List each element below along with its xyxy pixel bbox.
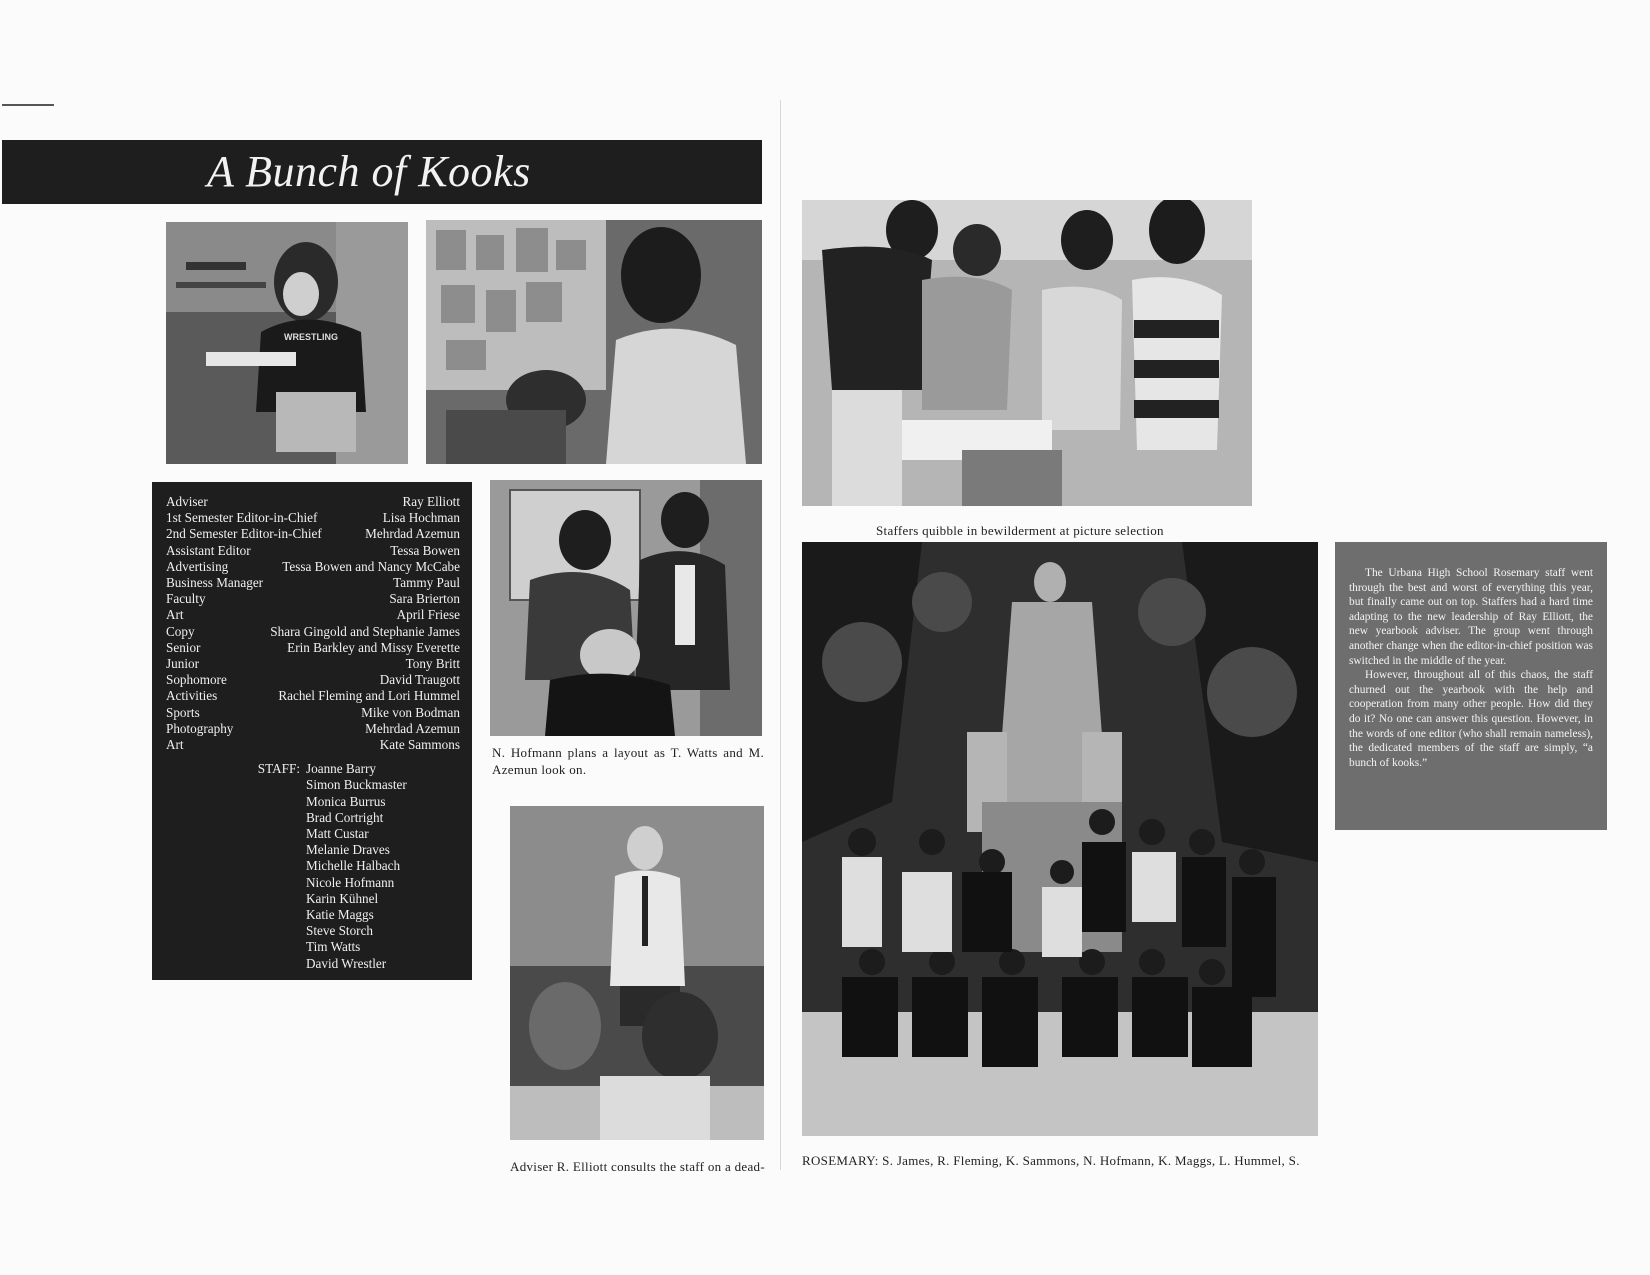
masthead-role: Senior bbox=[166, 639, 201, 655]
masthead-row bbox=[166, 656, 460, 672]
masthead-role: Sports bbox=[166, 704, 200, 720]
masthead-row bbox=[166, 640, 460, 656]
masthead-name: Mike von Bodman bbox=[361, 704, 460, 720]
masthead-name: Erin Barkley and Missy Everette bbox=[287, 639, 460, 655]
photo-staffers-quibble bbox=[802, 200, 1252, 506]
masthead-row bbox=[166, 705, 460, 721]
masthead-role: Junior bbox=[166, 656, 199, 672]
staff-member: Tim Watts bbox=[306, 939, 361, 955]
staff-member: Monica Burrus bbox=[306, 793, 386, 809]
caption-group: ROSEMARY: S. James, R. Fleming, K. Sammons, N. Hofmann, K. Maggs, L. Hummel, S. bbox=[802, 1153, 1300, 1168]
staff-masthead bbox=[152, 482, 472, 980]
masthead-role: Faculty bbox=[166, 591, 206, 607]
masthead-row bbox=[166, 510, 460, 526]
masthead-name: Lisa Hochman bbox=[382, 510, 460, 526]
masthead-name: April Friese bbox=[396, 607, 460, 623]
masthead-row bbox=[166, 624, 460, 640]
masthead-row bbox=[166, 721, 460, 737]
story-paragraph-2: However, throughout all of this chaos, the staff churned out the yearbook with the help and cooperation from many other people. How did they do it? No one can answer this question. However, in the words of one editor (who shall remain nameless), the dedicated members of the staff are simply, “a bunch of kooks.” bbox=[1349, 669, 1593, 769]
masthead-row bbox=[166, 688, 460, 704]
masthead-list bbox=[166, 494, 460, 753]
masthead-row bbox=[166, 575, 460, 591]
staff-member: David Wrestler bbox=[306, 955, 387, 971]
photo-group-statue bbox=[802, 542, 1318, 1136]
masthead-role: 2nd Semester Editor-in-Chief bbox=[166, 526, 322, 542]
masthead-name: Mehrdad Azemun bbox=[365, 720, 460, 736]
staff-member: Joanne Barry bbox=[306, 761, 376, 777]
top-rule bbox=[2, 104, 54, 106]
masthead-role: Copy bbox=[166, 623, 195, 639]
staff-member: Michelle Halbach bbox=[306, 858, 401, 874]
masthead-row bbox=[166, 737, 460, 753]
staff-member: Simon Buckmaster bbox=[306, 777, 407, 793]
story-paragraph-1: The Urbana High School Rosemary staff went through the best and worst of everything this year, but finally came out on top. Staffers had a hard time adapting to the new leadership of Ray Elliott, the new yearbook adviser. The group went through another change when the editor-in-chief position was switched in the middle of the year. bbox=[1349, 567, 1593, 667]
photo-students-at-wall bbox=[426, 220, 762, 464]
staff-member: Melanie Draves bbox=[306, 842, 390, 858]
masthead-role: Activities bbox=[166, 688, 218, 704]
staff-roster bbox=[166, 761, 460, 972]
staff-member: Karin Kühnel bbox=[306, 890, 379, 906]
masthead-name: Ray Elliott bbox=[402, 494, 460, 509]
photo-student-writing bbox=[166, 222, 408, 464]
masthead-row bbox=[166, 607, 460, 623]
masthead-name: Tony Britt bbox=[405, 656, 460, 672]
caption-adviser: Adviser R. Elliott consults the staff on a dead- bbox=[510, 1159, 765, 1174]
caption-layout: N. Hofmann plans a layout as T. Watts and M. Azemun look on. bbox=[492, 745, 764, 777]
staff-names bbox=[306, 761, 407, 972]
staff-label: STAFF: bbox=[257, 761, 300, 777]
masthead-row bbox=[166, 672, 460, 688]
masthead-row bbox=[166, 591, 460, 607]
masthead-name: Tessa Bowen and Nancy McCabe bbox=[282, 558, 460, 574]
masthead-name: Sara Brierton bbox=[389, 591, 460, 607]
staff-member: Brad Cortright bbox=[306, 809, 384, 825]
title-banner bbox=[2, 140, 762, 204]
masthead-role: Adviser bbox=[166, 494, 208, 509]
masthead-role: Business Manager bbox=[166, 575, 264, 591]
masthead-role: Assistant Editor bbox=[166, 542, 251, 558]
masthead-role: Art bbox=[166, 737, 184, 753]
staff-member: Nicole Hofmann bbox=[306, 874, 395, 890]
masthead-role: Art bbox=[166, 607, 184, 623]
story-box bbox=[1335, 542, 1607, 830]
staff-member: Steve Storch bbox=[306, 923, 374, 939]
masthead-name: Rachel Fleming and Lori Hummel bbox=[278, 688, 460, 704]
page-gutter bbox=[780, 100, 781, 1170]
masthead-row bbox=[166, 526, 460, 542]
masthead-name: Tessa Bowen bbox=[390, 542, 460, 558]
photo-adviser-consults bbox=[510, 806, 764, 1140]
masthead-role: 1st Semester Editor-in-Chief bbox=[166, 510, 318, 526]
masthead-name: Shara Gingold and Stephanie James bbox=[270, 623, 460, 639]
masthead-row bbox=[166, 559, 460, 575]
masthead-name: Kate Sammons bbox=[379, 737, 460, 753]
masthead-role: Photography bbox=[166, 720, 234, 736]
caption-quibble: Staffers quibble in bewilderment at picture selection bbox=[876, 523, 1164, 538]
sweatshirt-text: WRESTLING bbox=[284, 332, 338, 342]
masthead-name: David Traugott bbox=[379, 672, 460, 688]
masthead-row bbox=[166, 494, 460, 510]
staff-member: Matt Custar bbox=[306, 826, 369, 842]
masthead-row bbox=[166, 543, 460, 559]
masthead-name: Mehrdad Azemun bbox=[365, 526, 460, 542]
page-title: A Bunch of Kooks bbox=[207, 147, 531, 196]
masthead-role: Sophomore bbox=[166, 672, 227, 688]
staff-member: Katie Maggs bbox=[306, 907, 374, 923]
masthead-role: Advertising bbox=[166, 558, 229, 574]
photo-layout-planning bbox=[490, 480, 762, 736]
masthead-name: Tammy Paul bbox=[393, 575, 460, 591]
